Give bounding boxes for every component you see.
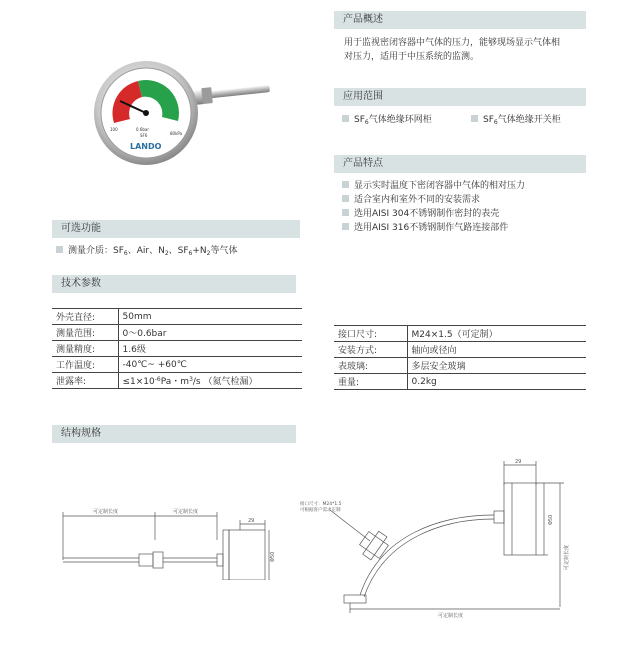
features-heading: 产品特点: [334, 155, 586, 173]
features-item: 选用AISI 316不锈钢制作气路连接部件: [342, 221, 525, 235]
features-item: 显示实时温度下密闭容器中气体的相对压力: [342, 179, 525, 193]
product-photo: [90, 55, 290, 185]
overview-heading: 产品概述: [334, 11, 586, 29]
leak-rate-value: $\le 1\times 10^{-6}Pa$・$m^3/s$ （氦气检漏）: [118, 373, 302, 389]
dim-custom-length-vertical: 可定制长度: [564, 544, 570, 570]
features-item: 选用AISI 304不锈钢制作密封的表壳: [342, 207, 525, 221]
dim-29: 29: [248, 518, 255, 524]
dim-29-radial: 29: [515, 459, 522, 465]
table-row: 泄露率: $\le 1\times 10^{-6}Pa$・$m^3/s$ （氦气检漏）: [52, 373, 302, 389]
table-row: 安装方式: 轴向或径向: [334, 342, 586, 358]
gauge-tick-low: 100: [110, 127, 118, 132]
tech-table-right: [334, 325, 586, 390]
dim-phi-50: Φ50: [270, 551, 276, 562]
table-row: 表玻璃: 多层安全玻璃: [334, 358, 586, 374]
dim-phi-50-radial: Φ50: [548, 514, 554, 525]
features-item: 适合室内和室外不同的安装需求: [342, 193, 525, 207]
axial-drawing: [55, 500, 280, 580]
application-item-switchgear: $SF_6$气体绝缘开关柜: [471, 113, 561, 130]
overview-line-1: 用于监视密闭容器中气体的压力，能够现场显示气体相: [344, 38, 561, 48]
port-note-line-2: 可根据客户需求定制: [300, 508, 341, 513]
bullet-icon: [471, 115, 478, 122]
gauge-tick-high: 80kPa: [170, 131, 183, 136]
optional-medium: 测量介质：$SF_6$、Air、$N_2$、$SF_6+N_2$等气体: [56, 244, 237, 261]
tech-heading: 技术参数: [52, 275, 296, 293]
table-row: 测量精度: 1.6级: [52, 341, 302, 357]
table-row: 测量范围: 0～0.6bar: [52, 325, 302, 341]
tech-table-left: [52, 308, 302, 389]
application-item-ring-main: $SF_6$气体绝缘环网柜: [342, 113, 432, 130]
table-row: 重量: 0.2kg: [334, 374, 586, 390]
dim-custom-length-bottom: 可定制长度: [438, 613, 464, 619]
dim-custom-length-2: 可定制长度: [173, 509, 199, 515]
features-list: [342, 179, 525, 235]
table-row: 工作温度: -40℃~ +60℃: [52, 357, 302, 373]
table-row: 接口尺寸: M24×1.5（可定制）: [334, 326, 586, 342]
gauge-brand-logo: LANDO: [130, 142, 162, 151]
dim-custom-length-1: 可定制长度: [93, 509, 119, 515]
bullet-icon: [342, 115, 349, 122]
application-heading: 应用范围: [334, 88, 586, 106]
bullet-icon: [342, 223, 349, 230]
gauge-unit: 0.6bar: [136, 127, 149, 132]
optional-heading: 可选功能: [52, 220, 300, 238]
bullet-icon: [342, 195, 349, 202]
overview-line-2: 对压力，适用于中压系统的监测。: [344, 52, 480, 62]
bullet-icon: [342, 181, 349, 188]
gauge-medium: SF6: [140, 133, 148, 138]
table-row: 外壳直径: 50mm: [52, 309, 302, 325]
radial-drawing: [290, 455, 580, 620]
bullet-icon: [342, 209, 349, 216]
overview-text: [344, 36, 594, 64]
port-note-line-1: 接口尺寸：M24*1.5: [300, 502, 342, 507]
bullet-icon: [56, 246, 63, 253]
structure-heading: 结构规格: [52, 425, 296, 443]
